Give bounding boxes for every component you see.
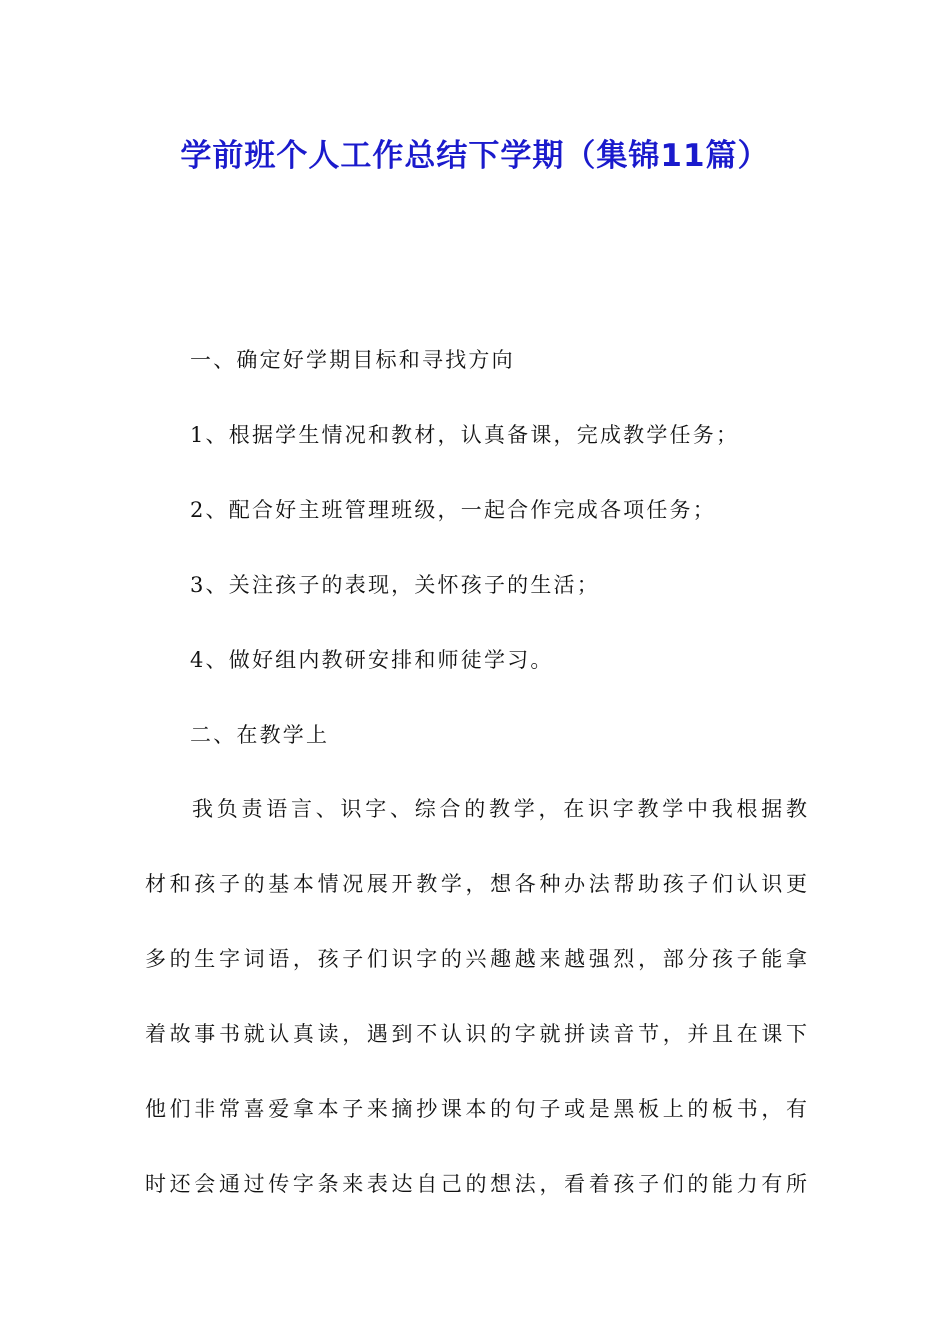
body-text-line-1: 我负责语言、识字、综合的教学，在识字教学中我根据教 xyxy=(192,797,807,821)
body-text-line-5: 他们非常喜爱拿本子来摘抄课本的句子或是黑板上的板书，有 xyxy=(145,1097,807,1121)
list-item-3: 3、关注孩子的表现，关怀孩子的生活； xyxy=(190,573,600,597)
section-heading-1: 一、确定好学期目标和寻找方向 xyxy=(190,348,515,372)
list-item-2: 2、配合好主班管理班级，一起合作完成各项任务； xyxy=(190,498,716,522)
body-text-line-6: 时还会通过传字条来表达自己的想法，看着孩子们的能力有所 xyxy=(145,1172,807,1196)
body-text-line-4: 着故事书就认真读，遇到不认识的字就拼读音节，并且在课下 xyxy=(145,1022,807,1046)
section-heading-2: 二、在教学上 xyxy=(190,723,330,747)
list-item-4: 4、做好组内教研安排和师徒学习。 xyxy=(190,648,554,672)
document-title: 学前班个人工作总结下学期（集锦11篇） xyxy=(180,138,770,174)
body-text-line-2: 材和孩子的基本情况展开教学，想各种办法帮助孩子们认识更 xyxy=(145,872,807,896)
body-text-line-3: 多的生字词语，孩子们识字的兴趣越来越强烈，部分孩子能拿 xyxy=(145,947,807,971)
list-item-1: 1、根据学生情况和教材，认真备课，完成教学任务； xyxy=(190,423,740,447)
